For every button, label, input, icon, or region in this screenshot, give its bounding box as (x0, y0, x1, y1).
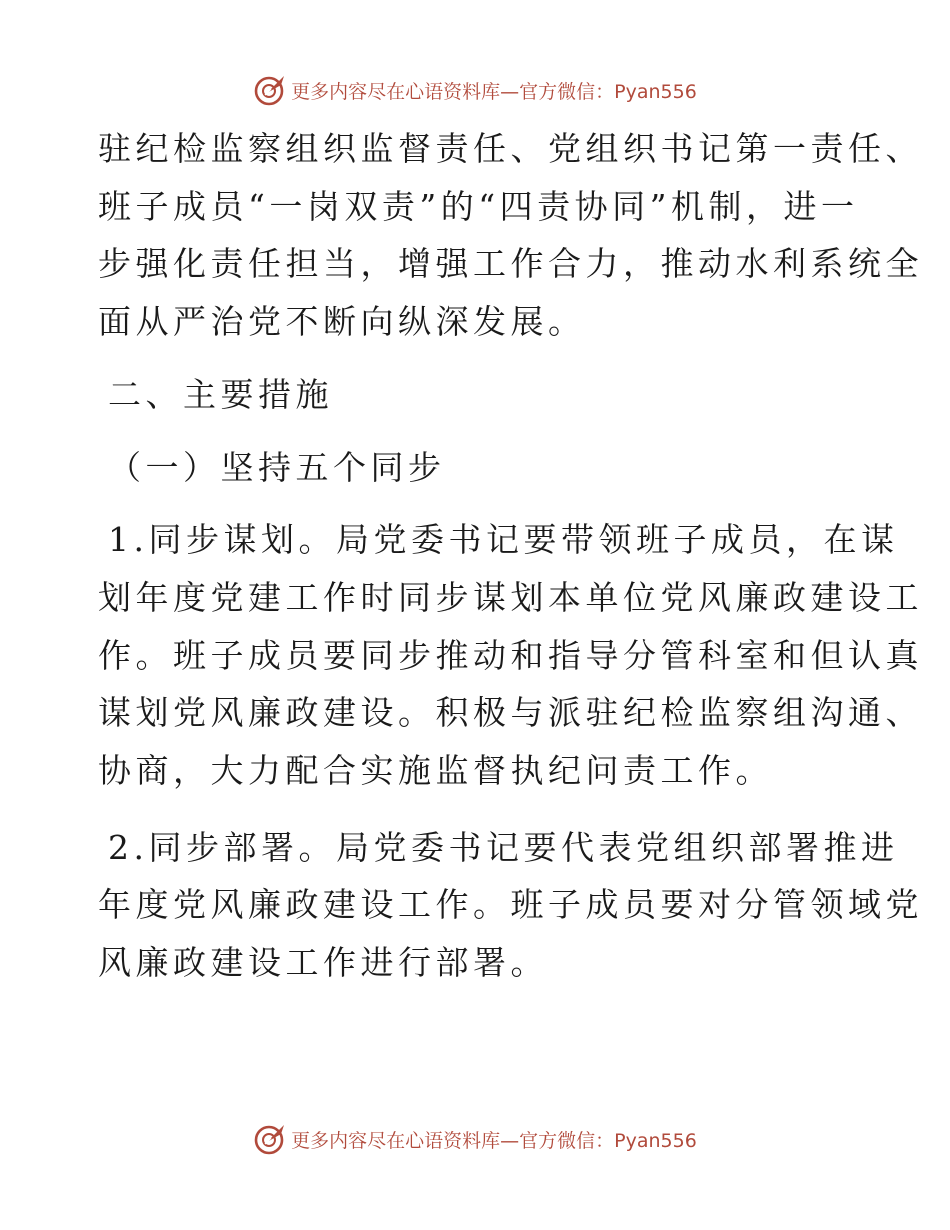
paragraph-line: 1.同步谋划。局党委书记要带领班子成员，在谋 (108, 520, 899, 560)
header-watermark (0, 70, 950, 110)
quill-logo-icon (253, 1122, 287, 1156)
section-heading: 二、主要措施 (108, 374, 333, 414)
paragraph-line: 风廉政建设工作进行部署。 (98, 943, 548, 983)
paragraph-line: 班子成员“一岗双责”的“四责协同”机制，进一 (98, 186, 859, 226)
intro-paragraph (98, 120, 923, 351)
item-2-paragraph (98, 819, 923, 992)
paragraph-line: 面从严治党不断向纵深发展。 (98, 302, 586, 342)
item-1-paragraph (98, 511, 923, 800)
watermark-text: 更多内容尽在心语资料库—官方微信：Pyan556 (291, 1129, 697, 1152)
footer-watermark (0, 1119, 950, 1159)
paragraph-line: 步强化责任担当，增强工作合力，推动水利系统全 (98, 244, 923, 284)
paragraph-line: 协商，大力配合实施监督执纪问责工作。 (98, 751, 773, 791)
paragraph-line: 2.同步部署。局党委书记要代表党组织部署推进 (108, 827, 899, 867)
quill-logo-icon (253, 73, 287, 107)
document-body (98, 120, 923, 992)
paragraph-line: 划年度党建工作时同步谋划本单位党风廉政建设工 (98, 577, 923, 617)
subsection-heading: （一）坚持五个同步 (108, 447, 446, 487)
paragraph-line: 年度党风廉政建设工作。班子成员要对分管领域党 (98, 885, 923, 925)
paragraph-line: 驻纪检监察组织监督责任、党组织书记第一责任、 (98, 129, 923, 168)
paragraph-line: 作。班子成员要同步推动和指导分管科室和但认真 (98, 635, 923, 675)
watermark-text: 更多内容尽在心语资料库—官方微信：Pyan556 (291, 80, 697, 103)
paragraph-line: 谋划党风廉政建设。积极与派驻纪检监察组沟通、 (98, 693, 923, 733)
